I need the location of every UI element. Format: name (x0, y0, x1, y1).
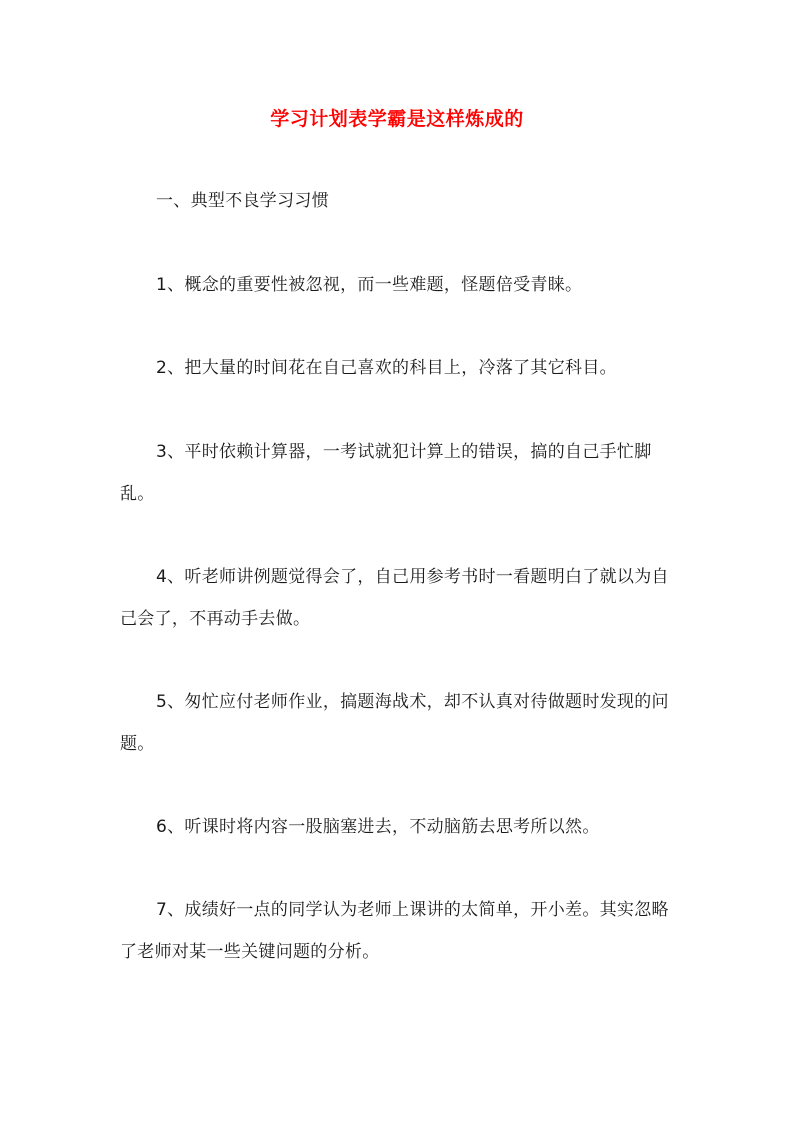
section-heading: 一、典型不良学习习惯 (156, 191, 329, 211)
list-item-7: 7、成绩好一点的同学认为老师上课讲的太简单，开小差。其实忽略了老师对某一些关键问题的分析。 (120, 900, 669, 962)
list-item-5: 5、匆忙应付老师作业，搞题海战术，却不认真对待做题时发现的问题。 (120, 692, 669, 754)
list-item-6: 6、听课时将内容一股脑塞进去，不动脑筋去思考所以然。 (156, 817, 600, 837)
list-item-2: 2、把大量的时间花在自己喜欢的科目上，冷落了其它科目。 (156, 358, 617, 378)
list-item-4: 4、听老师讲例题觉得会了，自己用参考书时一看题明白了就以为自己会了，不再动手去做。 (120, 567, 669, 629)
list-item-3: 3、平时依赖计算器，一考试就犯计算上的错误，搞的自己手忙脚乱。 (120, 442, 652, 504)
document-title: 学习计划表学霸是这样炼成的 (270, 108, 524, 130)
list-item-1: 1、概念的重要性被忽视，而一些难题，怪题倍受青睐。 (156, 275, 583, 295)
